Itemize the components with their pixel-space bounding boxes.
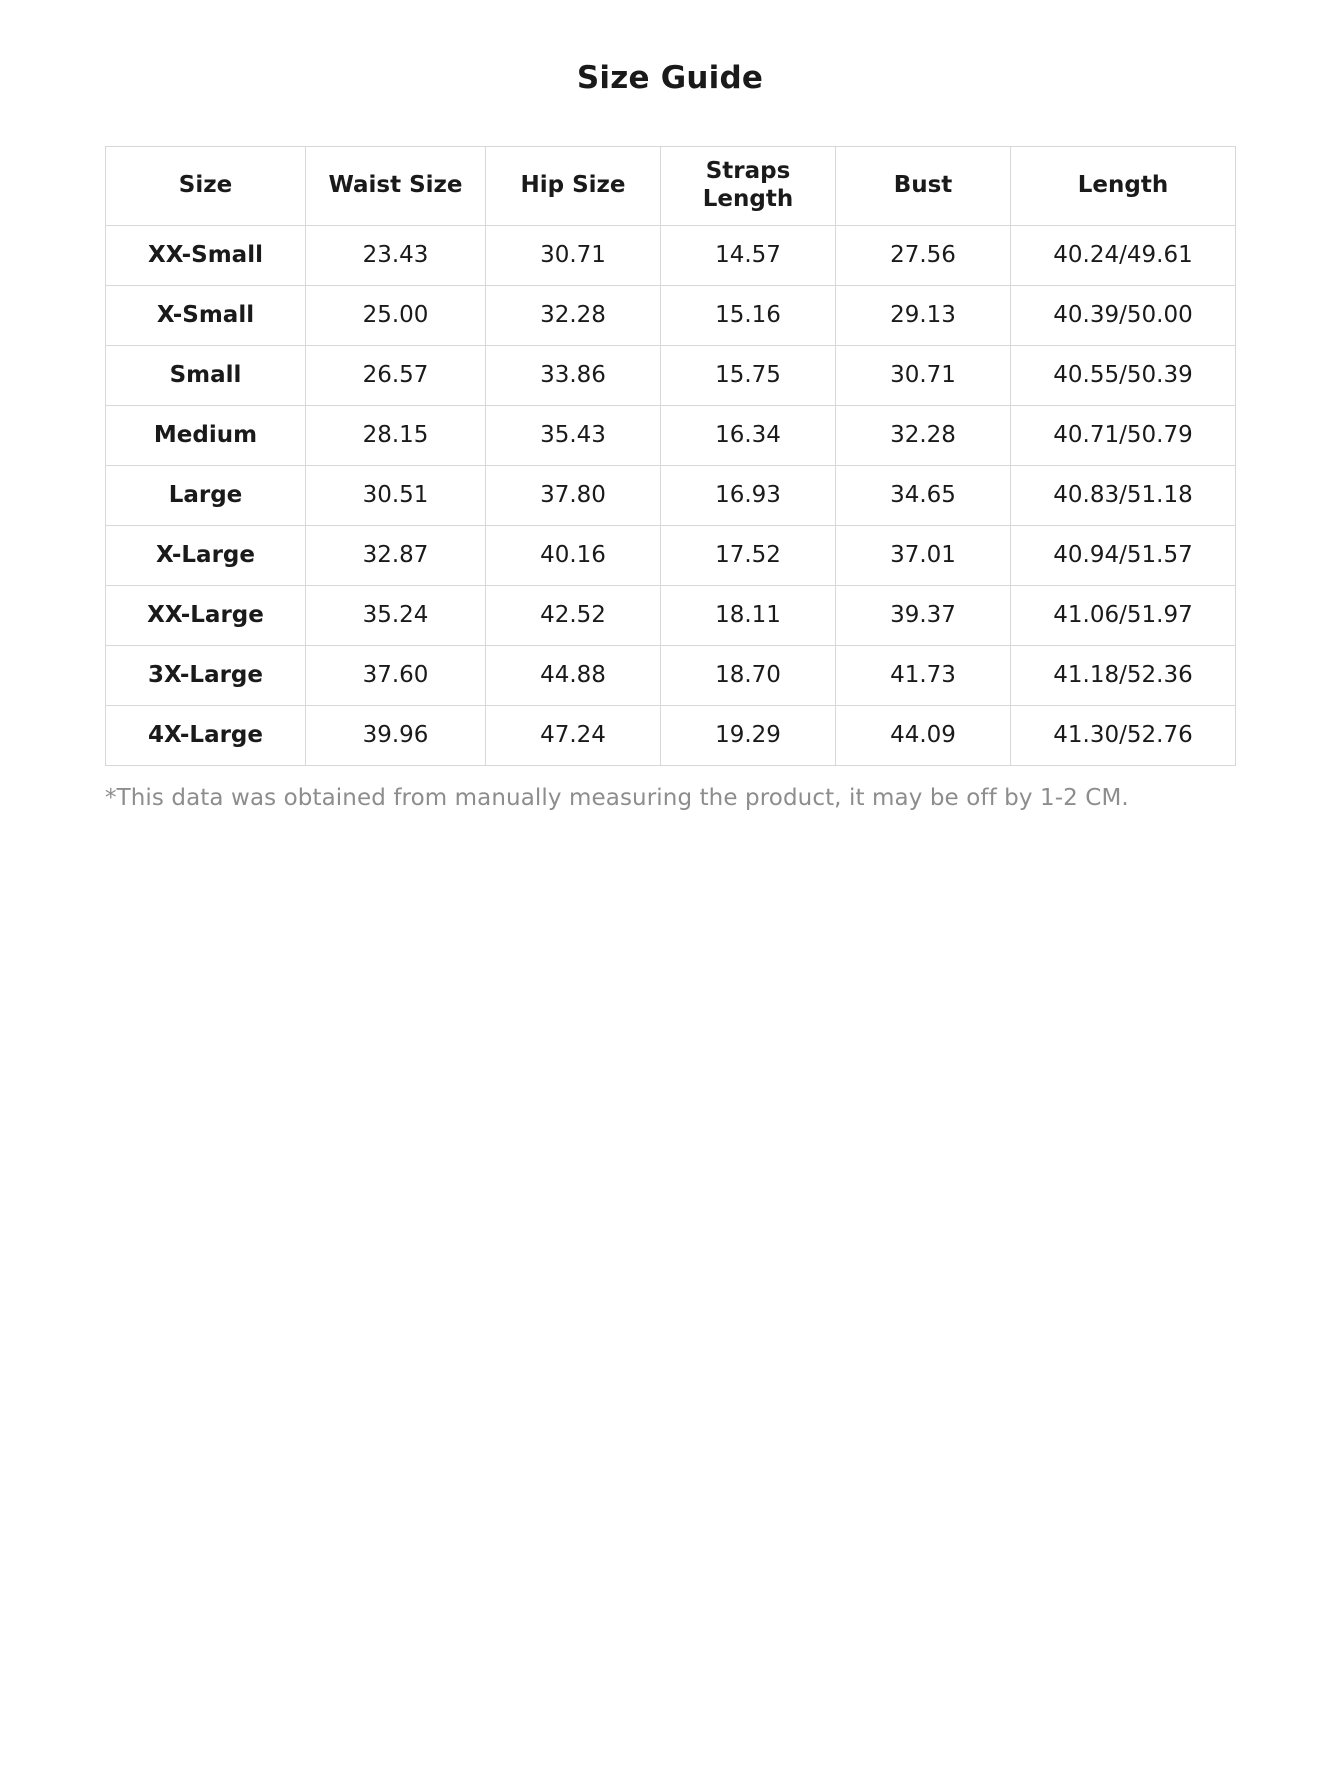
cell-size: Medium [106, 406, 306, 466]
cell-waist-size: 26.57 [306, 346, 486, 406]
table-row [106, 526, 1236, 586]
cell-bust: 44.09 [836, 706, 1011, 766]
cell-straps-length: 18.70 [661, 646, 836, 706]
cell-hip-size: 30.71 [486, 226, 661, 286]
cell-hip-size: 47.24 [486, 706, 661, 766]
column-header-straps-length: Straps Length [661, 147, 836, 226]
cell-hip-size: 32.28 [486, 286, 661, 346]
cell-length: 41.06/51.97 [1011, 586, 1236, 646]
cell-straps-length: 19.29 [661, 706, 836, 766]
cell-hip-size: 33.86 [486, 346, 661, 406]
cell-length: 40.83/51.18 [1011, 466, 1236, 526]
cell-size: 4X-Large [106, 706, 306, 766]
column-header-hip-size: Hip Size [486, 147, 661, 226]
size-guide-page [0, 0, 1340, 811]
cell-hip-size: 37.80 [486, 466, 661, 526]
cell-straps-length: 14.57 [661, 226, 836, 286]
page-title: Size Guide [576, 60, 764, 96]
cell-size: X-Large [106, 526, 306, 586]
table-row [106, 286, 1236, 346]
cell-length: 40.71/50.79 [1011, 406, 1236, 466]
cell-size: XX-Large [106, 586, 306, 646]
cell-straps-length: 16.34 [661, 406, 836, 466]
cell-waist-size: 23.43 [306, 226, 486, 286]
cell-waist-size: 35.24 [306, 586, 486, 646]
measurement-disclaimer: *This data was obtained from manually measuring the product, it may be off by 1-2 CM. [105, 785, 1129, 811]
cell-hip-size: 42.52 [486, 586, 661, 646]
table-row [106, 406, 1236, 466]
cell-hip-size: 44.88 [486, 646, 661, 706]
table-row [106, 466, 1236, 526]
table-row [106, 706, 1236, 766]
cell-length: 40.24/49.61 [1011, 226, 1236, 286]
cell-straps-length: 18.11 [661, 586, 836, 646]
cell-straps-length: 15.75 [661, 346, 836, 406]
cell-size: Large [106, 466, 306, 526]
cell-bust: 39.37 [836, 586, 1011, 646]
cell-waist-size: 32.87 [306, 526, 486, 586]
cell-waist-size: 30.51 [306, 466, 486, 526]
cell-bust: 41.73 [836, 646, 1011, 706]
cell-length: 40.39/50.00 [1011, 286, 1236, 346]
table-header [106, 147, 1236, 226]
cell-waist-size: 28.15 [306, 406, 486, 466]
table-row [106, 226, 1236, 286]
cell-hip-size: 35.43 [486, 406, 661, 466]
table-body [106, 226, 1236, 766]
table-row [106, 646, 1236, 706]
cell-size: Small [106, 346, 306, 406]
cell-straps-length: 17.52 [661, 526, 836, 586]
cell-waist-size: 39.96 [306, 706, 486, 766]
table-row [106, 346, 1236, 406]
cell-straps-length: 15.16 [661, 286, 836, 346]
cell-straps-length: 16.93 [661, 466, 836, 526]
cell-waist-size: 25.00 [306, 286, 486, 346]
cell-waist-size: 37.60 [306, 646, 486, 706]
cell-size: 3X-Large [106, 646, 306, 706]
column-header-size: Size [106, 147, 306, 226]
cell-size: X-Small [106, 286, 306, 346]
column-header-bust: Bust [836, 147, 1011, 226]
table-row [106, 586, 1236, 646]
cell-bust: 29.13 [836, 286, 1011, 346]
cell-bust: 30.71 [836, 346, 1011, 406]
cell-hip-size: 40.16 [486, 526, 661, 586]
cell-bust: 32.28 [836, 406, 1011, 466]
cell-bust: 37.01 [836, 526, 1011, 586]
cell-bust: 27.56 [836, 226, 1011, 286]
cell-length: 41.30/52.76 [1011, 706, 1236, 766]
cell-size: XX-Small [106, 226, 306, 286]
column-header-waist-size: Waist Size [306, 147, 486, 226]
cell-length: 40.94/51.57 [1011, 526, 1236, 586]
cell-length: 41.18/52.36 [1011, 646, 1236, 706]
column-header-length: Length [1011, 147, 1236, 226]
size-table-container [105, 96, 1235, 766]
cell-bust: 34.65 [836, 466, 1011, 526]
size-guide-table [105, 146, 1236, 766]
table-header-row [106, 147, 1236, 226]
cell-length: 40.55/50.39 [1011, 346, 1236, 406]
